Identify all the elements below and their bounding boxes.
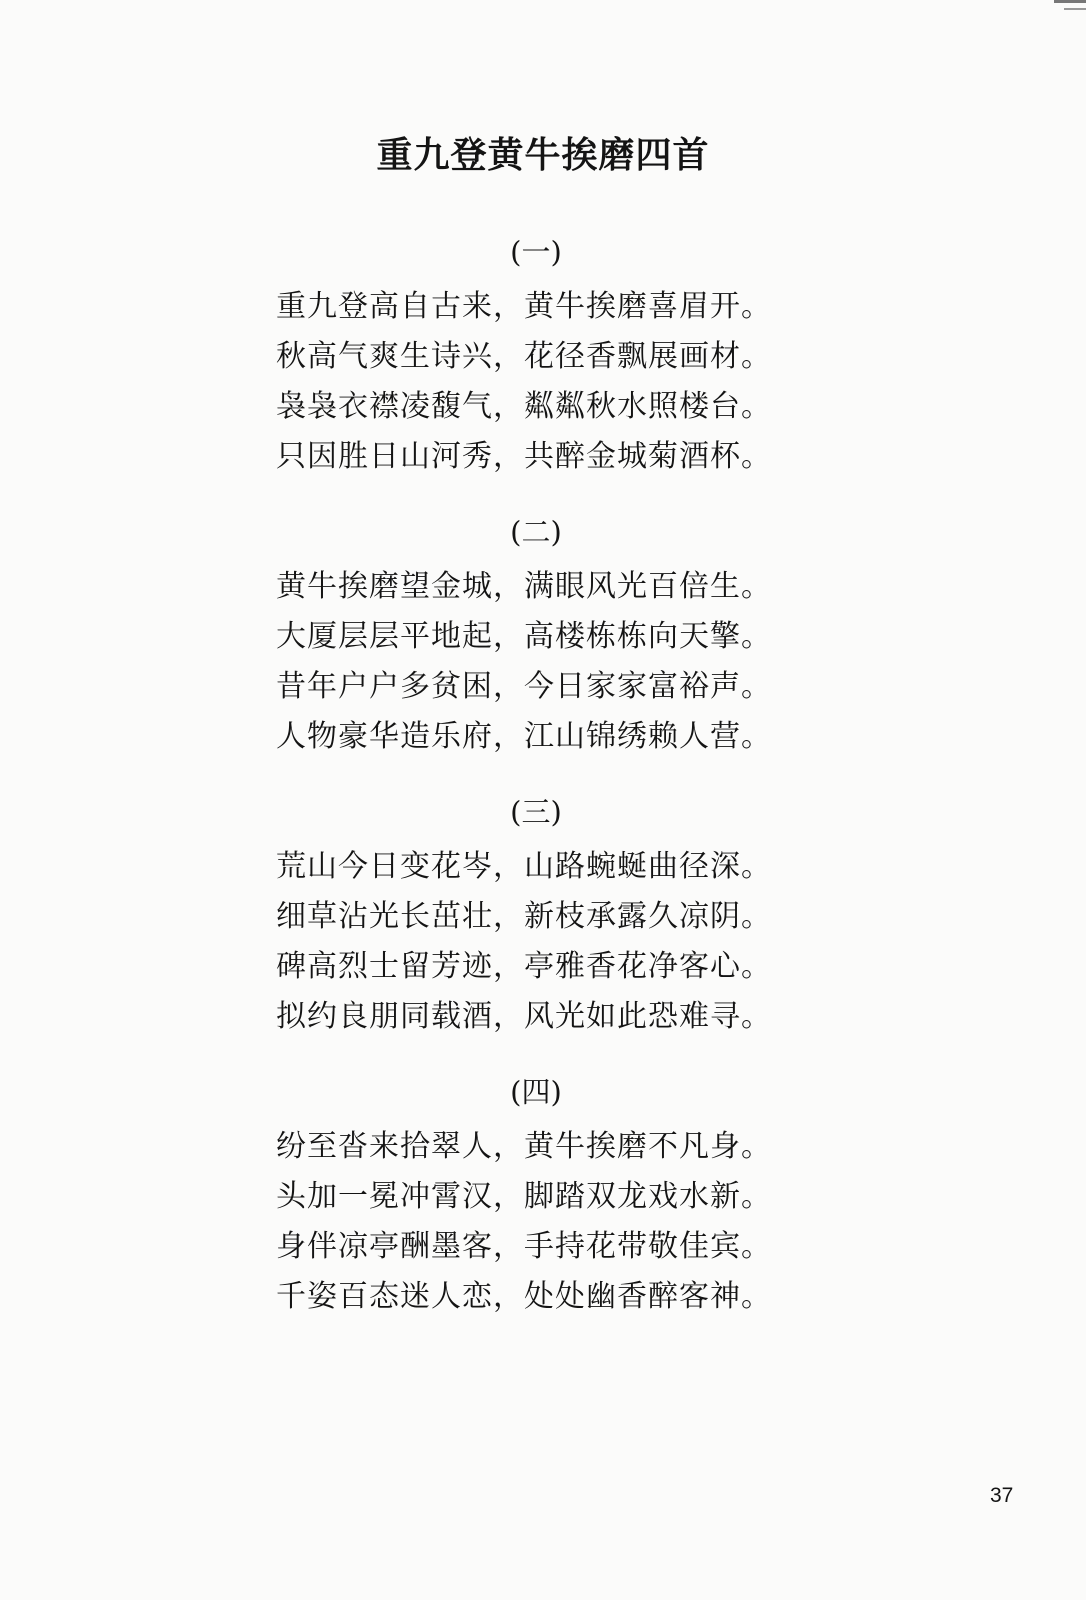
poem-number: (四): [510, 1075, 562, 1109]
poem-line: 昔年户户多贫困，今日家家富裕声。: [276, 669, 772, 704]
poem-line: 荒山今日变花岑，山路蜿蜒曲径深。: [276, 849, 772, 884]
poem-line: 拟约良朋同载酒，风光如此恐难寻。: [276, 999, 772, 1034]
poem-number: (二): [510, 515, 562, 549]
poem-line: 人物豪华造乐府，江山锦绣赖人营。: [276, 719, 772, 754]
poem-3: [276, 792, 816, 1042]
poem-4: [276, 1072, 816, 1322]
poem-number: (三): [510, 795, 562, 829]
page-number: 37: [990, 1484, 1014, 1507]
page-title: 重九登黄牛挨磨四首: [376, 135, 710, 176]
poem-1: [276, 232, 816, 482]
poem-line: 大厦层层平地起，高楼栋栋向天擎。: [276, 619, 772, 654]
poem-line: 细草沾光长茁壮，新枝承露久凉阴。: [276, 899, 772, 934]
poem-line: 碑高烈士留芳迹，亭雅香花净客心。: [276, 949, 772, 984]
poem-line: 袅袅衣襟凌馥气，粼粼秋水照楼台。: [276, 389, 772, 424]
poem-line: 秋高气爽生诗兴，花径香飘展画材。: [276, 339, 772, 374]
poem-line: 身伴凉亭酬墨客，手持花带敬佳宾。: [276, 1229, 772, 1264]
scan-edge-mark: [1054, 0, 1086, 3]
scan-edge-mark: [1064, 8, 1086, 10]
poem-line: 纷至沓来拾翠人，黄牛挨磨不凡身。: [276, 1129, 772, 1164]
poem-line: 千姿百态迷人恋，处处幽香醉客神。: [276, 1279, 772, 1314]
poem-line: 重九登高自古来，黄牛挨磨喜眉开。: [276, 289, 772, 324]
poem-2: [276, 512, 816, 762]
poem-line: 黄牛挨磨望金城，满眼风光百倍生。: [276, 569, 772, 604]
poem-line: 只因胜日山河秀，共醉金城菊酒杯。: [276, 439, 772, 474]
poem-line: 头加一冕冲霄汉，脚踏双龙戏水新。: [276, 1179, 772, 1214]
poem-number: (一): [510, 235, 562, 269]
